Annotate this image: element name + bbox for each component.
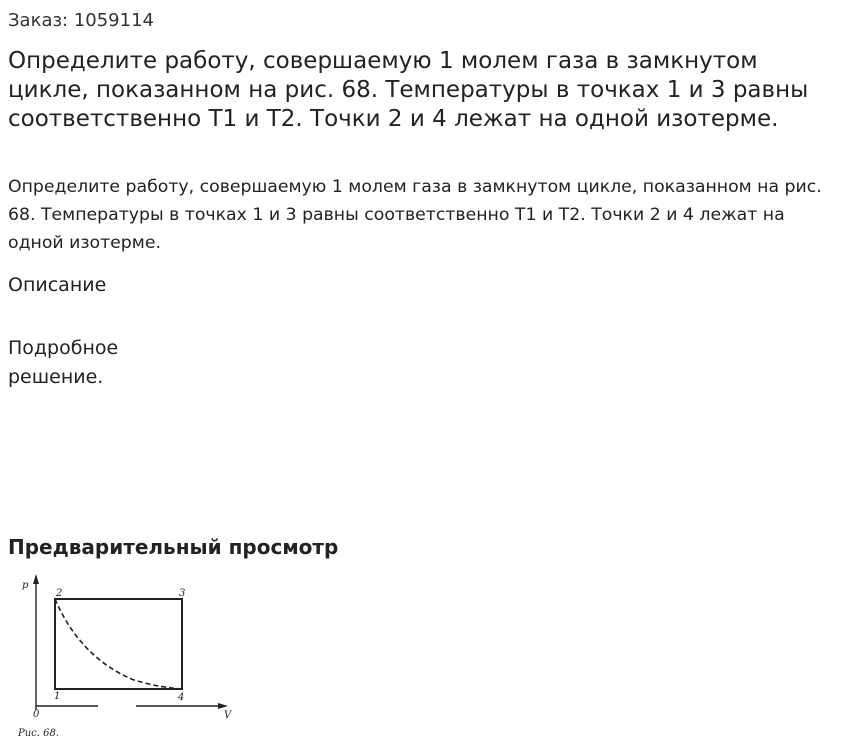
x-axis-arrow-icon	[218, 703, 228, 709]
detail-line-1: Подробное	[8, 337, 119, 359]
detailed-solution-text	[8, 334, 118, 392]
x-axis-label: V	[224, 710, 232, 721]
y-axis-label: p	[22, 580, 29, 591]
problem-description: Определите работу, совершаемую 1 молем газа в замкнутом цикле, показанном на рис. 68. Температуры в точках 1 и 3 равны соответственно Т1 и Т2. Точки 2 и 4 лежат на одной изотерме.	[8, 177, 822, 253]
origin-label: 0	[33, 709, 40, 720]
page-title: Определите работу, совершаемую 1 молем газа в замкнутом цикле, показанном на рис. 68. Температуры в точках 1 и 3 равны соответственно Т1 и Т2. Точки 2 и 4 лежат на одной изотерме.	[8, 48, 809, 132]
isotherm-curve	[55, 599, 182, 689]
detail-line-2: решение.	[8, 366, 104, 388]
description-label: Описание	[8, 274, 107, 296]
point-1-label: 1	[54, 691, 61, 702]
preview-figure	[14, 572, 240, 742]
point-3-label: 3	[179, 588, 186, 599]
point-2-label: 2	[56, 588, 63, 599]
figure-caption: Рис. 68.	[18, 728, 60, 739]
y-axis-arrow-icon	[33, 574, 39, 584]
point-4-label: 4	[178, 692, 185, 703]
order-number: Заказ: 1059114	[8, 10, 154, 31]
pv-cycle-diagram	[14, 572, 240, 742]
cycle-rectangle	[55, 599, 182, 689]
preview-heading: Предварительный просмотр	[8, 535, 339, 559]
